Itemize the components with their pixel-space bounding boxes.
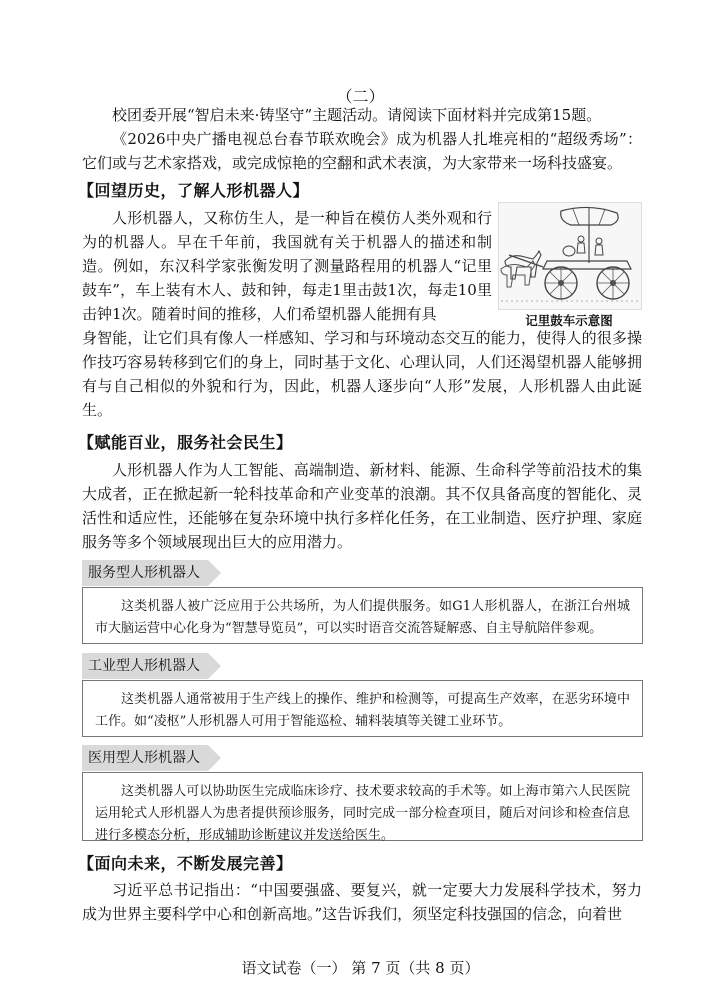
service-robot-text: 这类机器人被广泛应用于公共场所，为人们提供服务。如G1人形机器人，在浙江台州城市大脑运营中心化身为“智慧导览员”，可以实时语音交流答疑解惑、自主导航陪伴参观。 bbox=[95, 599, 630, 636]
section1-paragraph-b: 身智能，让它们具有像人一样感知、学习和与环境动态交互的能力，使得人的很多操作技巧容易转移到它们的身上，同时基于文化、心理认同，人们还渴望机器人能够拥有与自己相似的外貌和行为，因此，机器人逐步向“人形”发展，人形机器人由此诞生。 bbox=[82, 329, 642, 419]
section3-paragraph: 习近平总书记指出：“中国要强盛、要复兴，就一定要大力发展科学技术，努力成为世界主要科学中心和创新高地。”这告诉我们，须坚定科技强国的信念，向着世 bbox=[82, 881, 642, 923]
industrial-robot-tag: 工业型人形机器人 bbox=[82, 653, 208, 679]
section3-heading: 【面向未来，不断发展完善】 bbox=[78, 854, 293, 873]
medical-robot-box bbox=[82, 772, 643, 841]
image-caption: 记里鼓车示意图 bbox=[525, 313, 613, 328]
industrial-robot-box bbox=[82, 680, 643, 737]
medical-robot-tag: 医用型人形机器人 bbox=[82, 745, 208, 771]
intro-line-2: 《2026中央广播电视总台春节联欢晚会》成为机器人扎堆亮相的“超级秀场”：它们或与艺术家搭戏，或完成惊艳的空翻和武术表演，为大家带来一场科技盛宴。 bbox=[82, 130, 642, 172]
service-robot-tag: 服务型人形机器人 bbox=[82, 560, 208, 586]
service-robot-box bbox=[82, 587, 643, 644]
section1-heading: 【回望历史，了解人形机器人】 bbox=[78, 181, 310, 200]
section2-paragraph: 人形机器人作为人工智能、高端制造、新材料、能源、生命科学等前沿技术的集大成者，正在掀起新一轮科技革命和产业变革的浪潮。其不仅具备高度的智能化、灵活性和适应性，还能够在复杂环境中执行多样化任务，在工业制造、医疗护理、家庭服务等多个领域展现出巨大的应用潜力。 bbox=[82, 461, 642, 551]
section-number: （二） bbox=[336, 87, 385, 106]
drum-carriage-drawing bbox=[499, 203, 641, 309]
industrial-robot-text: 这类机器人通常被用于生产线上的操作、维护和检测等，可提高生产效率，在恶劣环境中工作。如“凌枢”人形机器人可用于智能巡检、辅料装填等关键工业环节。 bbox=[95, 692, 630, 729]
intro-line-1: 校团委开展“智启未来·铸坚守”主题活动。请阅读下面材料并完成第15题。 bbox=[112, 106, 602, 124]
page-footer: 语文试卷（一） 第 7 页（共 8 页） bbox=[241, 959, 480, 977]
section2-heading: 【赋能百业，服务社会民生】 bbox=[78, 433, 293, 452]
drum-carriage-illustration bbox=[498, 202, 642, 310]
section1-paragraph-a: 人形机器人，又称仿生人，是一种旨在模仿人类外观和行为的机器人。早在千年前，我国就有关于机器人的描述和制造。例如，东汉科学家张衡发明了测量路程用的机器人“记里鼓车”，车上装有木人、鼓和钟，每走1里击鼓1次，每走10里击钟1次。随着时间的推移，人们希望机器人能拥有具 bbox=[82, 209, 492, 323]
medical-robot-text: 这类机器人可以协助医生完成临床诊疗、技术要求较高的手术等。如上海市第六人民医院运用轮式人形机器人为患者提供预诊服务，同时完成一部分检查项目，随后对问诊和检查信息进行多模态分析，形成辅助诊断建议并发送给医生。 bbox=[95, 784, 630, 843]
